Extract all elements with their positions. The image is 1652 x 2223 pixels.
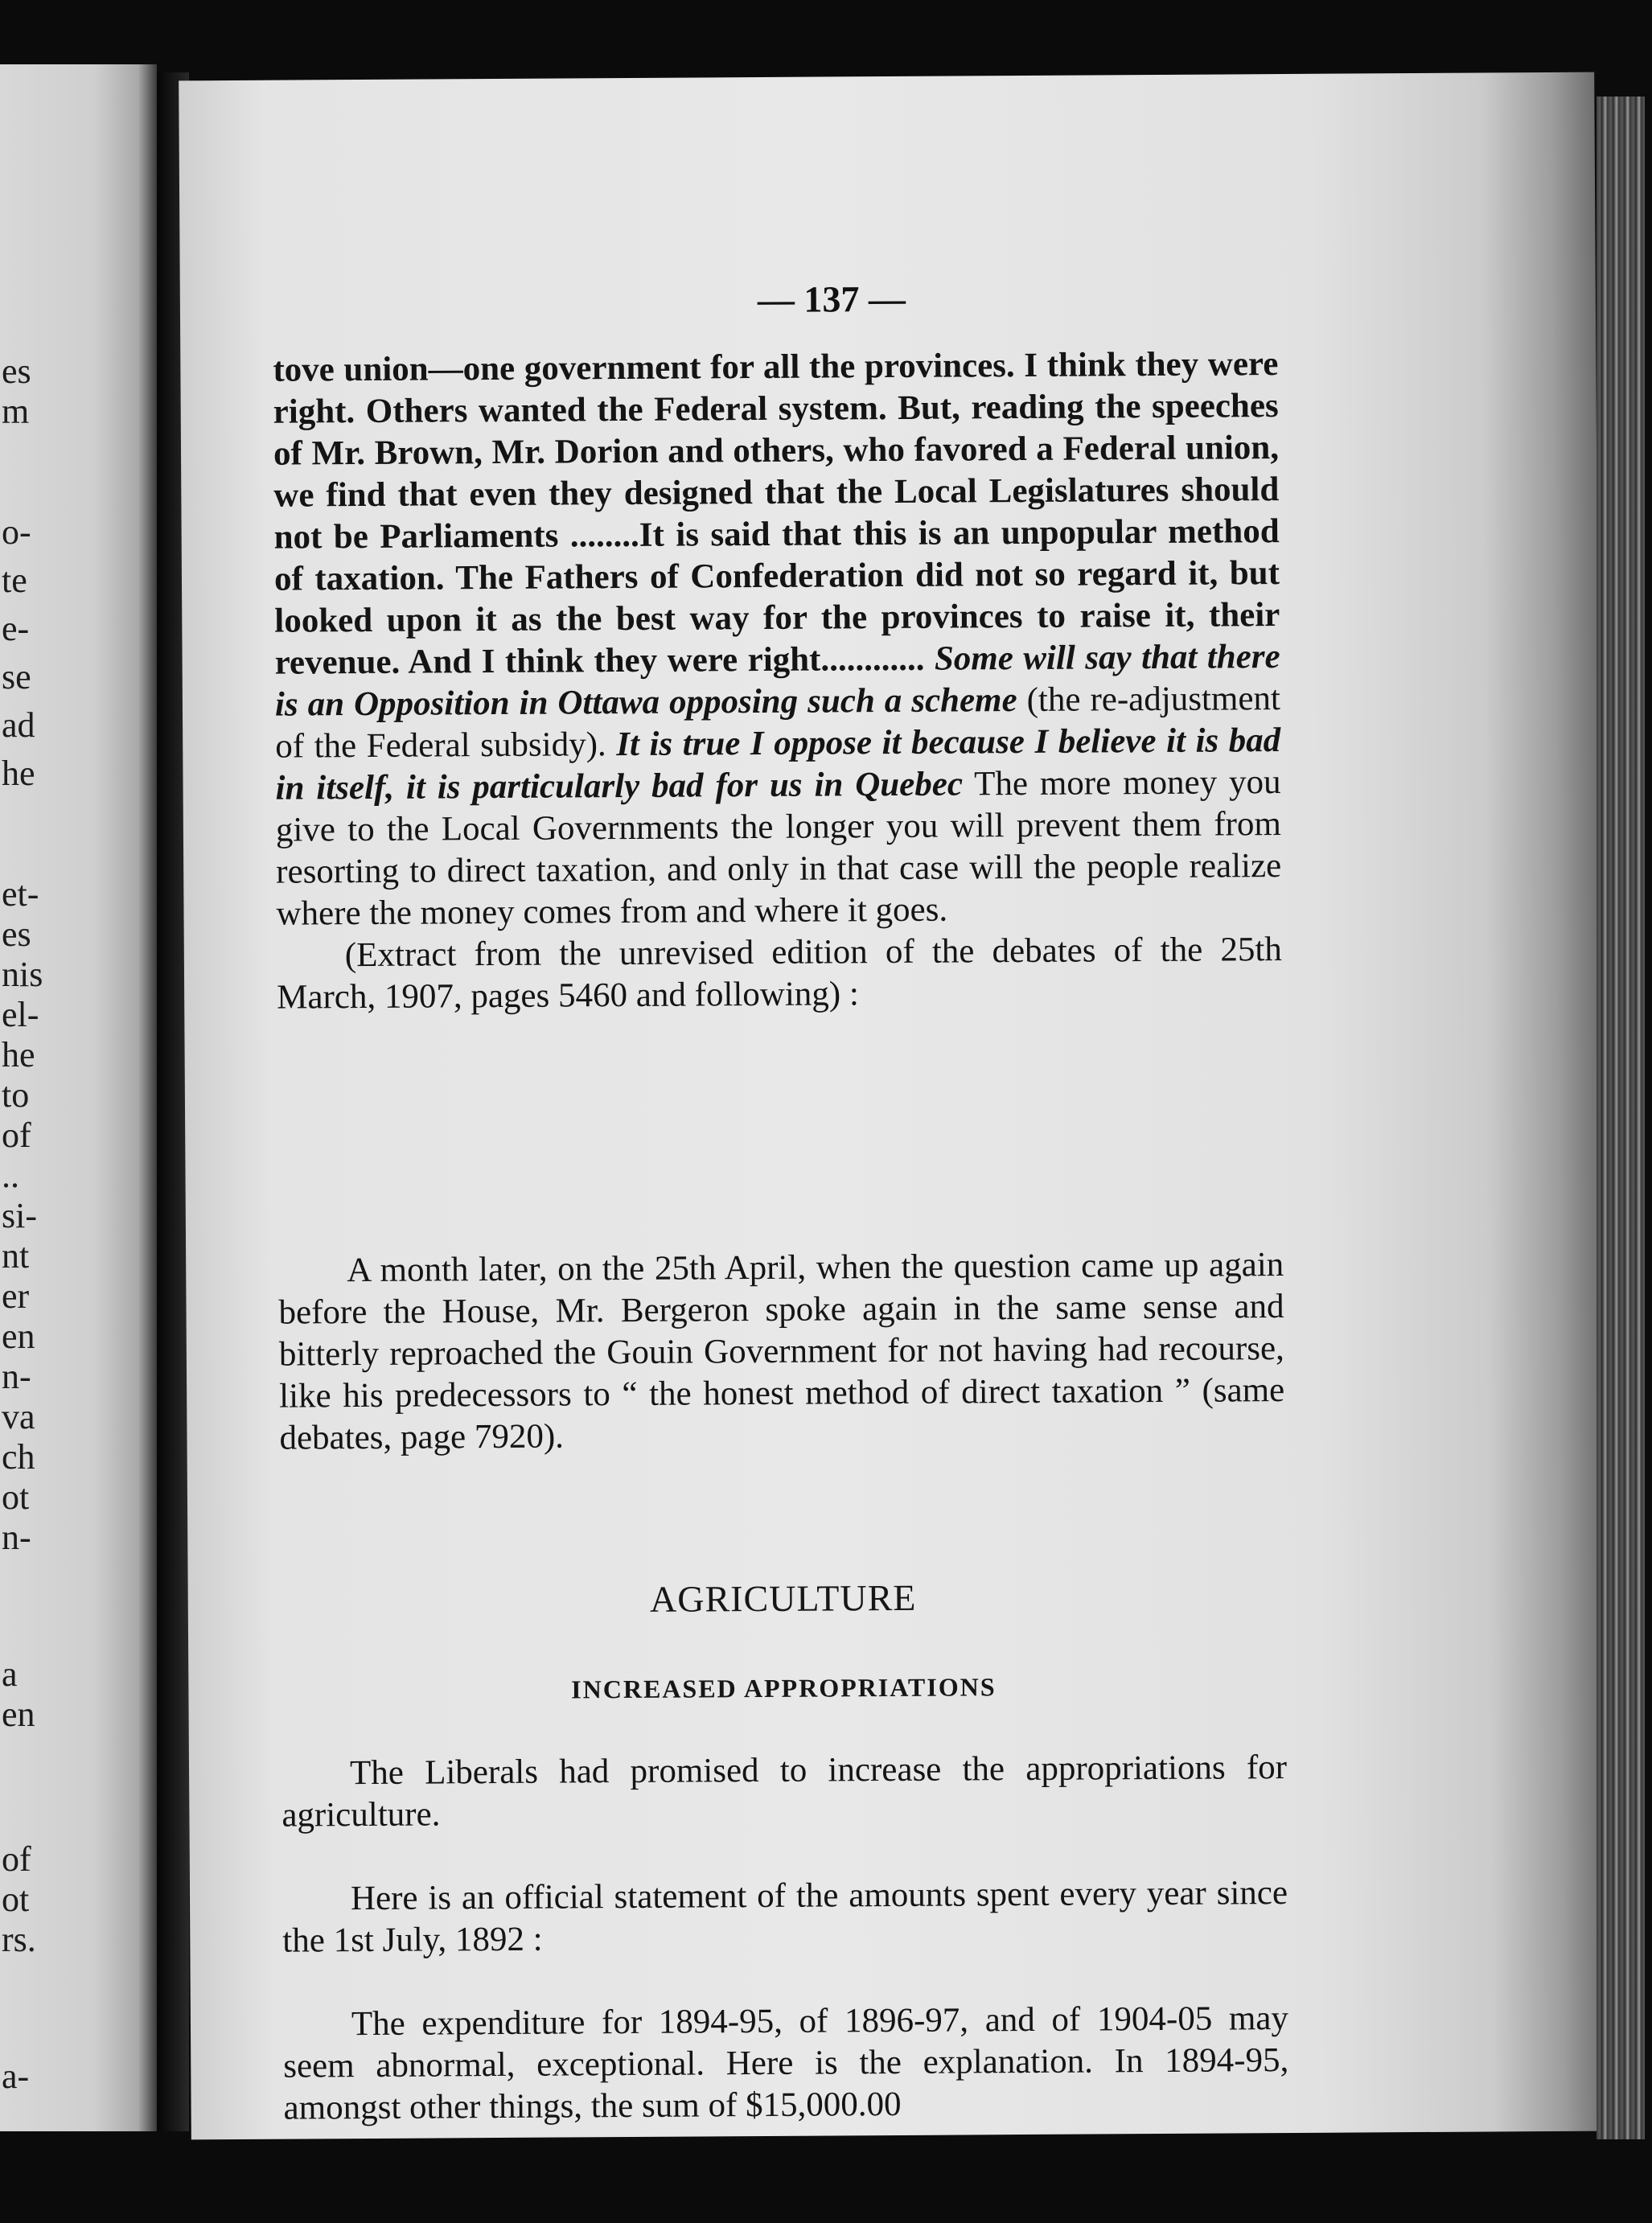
facing-page-fragment: to (2, 1075, 30, 1115)
facing-page-fragment: o- (2, 512, 31, 552)
facing-page-fragment: .. (2, 1156, 19, 1195)
quote-paragraph (273, 343, 1281, 935)
facing-page-fragment: n- (2, 1357, 31, 1396)
facing-page-fragment: of (2, 1116, 31, 1155)
quote-text-2: (the re-adjustment of the Federal subsidy). (275, 680, 1281, 766)
facing-page-fragment: m (2, 392, 30, 431)
facing-page-fragment: se (2, 657, 31, 696)
book-page (179, 72, 1607, 2140)
month-later-paragraph: A month later, on the 25th April, when the question came up again before the House, Mr. Bergeron spoke again in the same sense and bitterly reproached the Gouin Government for not having had recourse, like his predecessors to “ the honest method of direct taxation ” (same debates, page 7920). (278, 1246, 1285, 1457)
facing-page-fragment: el- (2, 995, 39, 1034)
facing-page-fragment: of (2, 1839, 31, 1879)
facing-page-fragment: ot (2, 1880, 30, 1919)
quote-italic-2: It is true I oppose it because I believe it is bad in itself, it is particularly bad for us in Quebec (275, 721, 1281, 807)
facing-page-fragment: nt (2, 1236, 30, 1276)
facing-page-fragment: nis (2, 955, 43, 994)
facing-page-fragment: si- (2, 1196, 37, 1235)
facing-page-fragment: te (2, 561, 27, 600)
facing-page-fragment: ot (2, 1477, 30, 1517)
facing-page-fragment: n- (2, 1518, 31, 1557)
facing-page-fragment: er (2, 1276, 30, 1316)
facing-page-fragment: he (2, 754, 35, 793)
facing-page-fragment: va (2, 1397, 35, 1436)
facing-page-fragment: ch (2, 1437, 35, 1477)
body-lower (281, 1747, 1289, 2130)
facing-page-fragment: he (2, 1035, 35, 1075)
facing-page-fragment: a (2, 1654, 18, 1694)
page-edge-stack (1597, 97, 1645, 2139)
expenditure-paragraph: The expenditure for 1894-95, of 1896-97, and of 1904-05 may seem abnormal, exceptional. Here is the explanation. In 1894-95, amongst other things, the sum of $15,000.00 (283, 1999, 1289, 2127)
facing-page-fragment: es (2, 914, 31, 954)
liberals-promise-paragraph: The Liberals had promised to increase the appropriations for agriculture. (281, 1748, 1288, 1835)
month-later-paragraph-wrap (278, 1244, 1285, 1460)
facing-page-left (0, 64, 157, 2131)
section-title: AGRICULTURE (649, 1576, 917, 1620)
subsection-title: INCREASED APPROPRIATIONS (571, 1672, 997, 1704)
extract-note: (Extract from the unrevised edition of the debates of the 25th March, 1907, pages 5460 and following) : (277, 931, 1282, 1017)
quote-text-1: tove union—one government for all the provinces. I think they were right. Others wanted the Federal system. But, reading the speeches of Mr. Brown, Mr. Dorion and others, who favored a Federal union, we find that even they designed that the Local Legislatures should not be Parliaments ........It is said that this is an unpopular method of taxation. The Fathers of Confederation did not so regard it, but looked upon it as the best way for the provinces to raise it, their revenue. And I think they were right............ (273, 345, 1280, 682)
facing-page-fragment: rs. (2, 1920, 36, 1959)
facing-page-fragment: ad (2, 705, 35, 745)
official-statement-paragraph: Here is an official statement of the amounts spent every year since the 1st July, 1892 : (282, 1874, 1288, 1960)
facing-page-fragment: es (2, 351, 31, 391)
facing-page-fragment: et- (2, 874, 39, 914)
page-number: — 137 — (757, 277, 906, 321)
quote-text-3: The more money you give to the Local Governments the longer you will prevent them from resorting to direct taxation, and only in that case will the people realize where the money comes from and where it goes. (275, 763, 1282, 933)
facing-page-fragment: en (2, 1317, 35, 1356)
facing-page-fragment: a- (2, 2057, 30, 2096)
facing-page-fragment: e- (2, 609, 30, 648)
quote-italic-1: Some will say that there is an Opposition in Ottawa opposing such a scheme (274, 638, 1280, 724)
quoted-speech (273, 343, 1282, 1019)
facing-page-fragment: en (2, 1695, 35, 1734)
